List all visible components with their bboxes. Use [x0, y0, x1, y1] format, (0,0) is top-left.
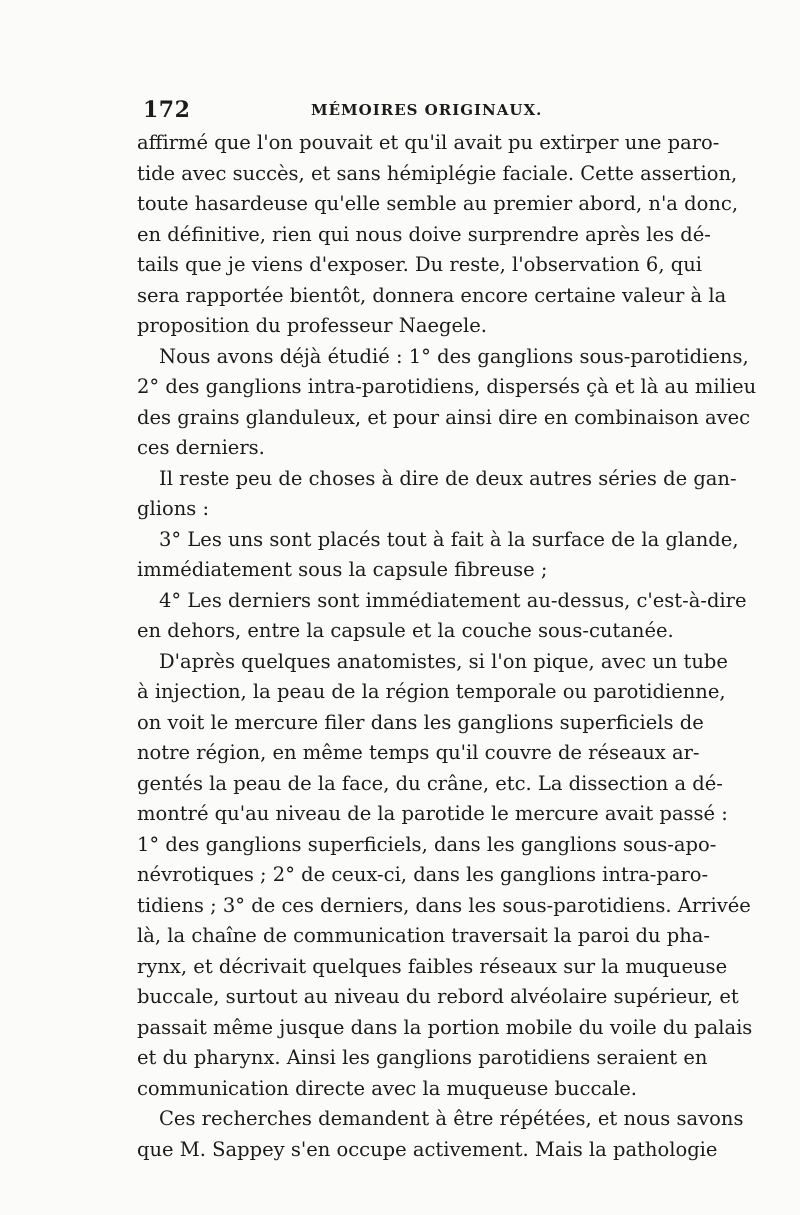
text-line: communication directe avec la muqueuse buccale.: [137, 1076, 637, 1100]
text-line: en définitive, rien qui nous doive surprendre après les dé-: [137, 222, 711, 246]
text-line: proposition du professeur Naegele.: [137, 314, 487, 337]
text-line: D'après quelques anatomistes, si l'on pique, avec un tube: [159, 649, 728, 673]
body-text: [137, 128, 757, 1165]
text-line: 3° Les uns sont placés tout à fait à la surface de la glande,: [159, 527, 739, 551]
text-line: on voit le mercure filer dans les ganglions superficiels de: [137, 710, 704, 734]
text-line: névrotiques ; 2° de ceux-ci, dans les ganglions intra-paro-: [137, 863, 709, 886]
text-line: à injection, la peau de la région temporale ou parotidienne,: [137, 680, 726, 703]
text-line: et du pharynx. Ainsi les ganglions parotidiens seraient en: [137, 1046, 708, 1069]
text-line: là, la chaîne de communication traversait la paroi du pha-: [137, 924, 711, 947]
text-line: que M. Sappey s'en occupe activement. Mais la pathologie: [137, 1137, 718, 1161]
text-line: 4° Les derniers sont immédiatement au-dessus, c'est-à-dire: [159, 588, 747, 612]
page-header: [143, 97, 673, 123]
text-line: ces derniers.: [137, 436, 265, 459]
text-line: Nous avons déjà étudié : 1° des ganglions sous-parotidiens,: [159, 344, 749, 368]
text-line: tails que je viens d'exposer. Du reste, l'observation 6, qui: [137, 253, 703, 276]
text-line: en dehors, entre la capsule et la couche sous-cutanée.: [137, 619, 674, 642]
text-line: toute hasardeuse qu'elle semble au premier abord, n'a donc,: [137, 192, 739, 215]
text-line: 1° des ganglions superficiels, dans les ganglions sous-apo-: [137, 832, 717, 856]
text-line: des grains glanduleux, et pour ainsi dire en combinaison avec: [137, 405, 751, 429]
text-line: notre région, en même temps qu'il couvre de réseaux ar-: [137, 741, 700, 764]
text-line: tidiens ; 3° de ces derniers, dans les sous-parotidiens. Arrivée: [137, 893, 751, 917]
text-line: Il reste peu de choses à dire de deux autres séries de gan-: [159, 466, 737, 490]
text-line: buccale, surtout au niveau du rebord alvéolaire supérieur, et: [137, 985, 739, 1008]
text-line: montré qu'au niveau de la parotide le mercure avait passé :: [137, 802, 728, 825]
text-line: passait même jusque dans la portion mobile du voile du palais: [137, 1015, 753, 1039]
text-line: Ces recherches demandent à être répétées, et nous savons: [159, 1107, 744, 1130]
text-line: gentés la peau de la face, du crâne, etc. La dissection a dé-: [137, 771, 723, 795]
text-line: immédiatement sous la capsule fibreuse ;: [137, 558, 548, 581]
text-line: affirmé que l'on pouvait et qu'il avait pu extirper une paro-: [137, 131, 720, 154]
text-line: 2° des ganglions intra-parotidiens, dispersés çà et là au milieu: [137, 375, 757, 398]
running-title: MÉMOIRES ORIGINAUX.: [311, 101, 543, 119]
text-line: sera rapportée bientôt, donnera encore certaine valeur à la: [137, 283, 727, 307]
text-line: tide avec succès, et sans hémiplégie faciale. Cette assertion,: [137, 161, 738, 185]
text-line: rynx, et décrivait quelques faibles réseaux sur la muqueuse: [137, 954, 728, 978]
page-number: 172: [143, 97, 191, 123]
text-line: glions :: [137, 497, 210, 520]
